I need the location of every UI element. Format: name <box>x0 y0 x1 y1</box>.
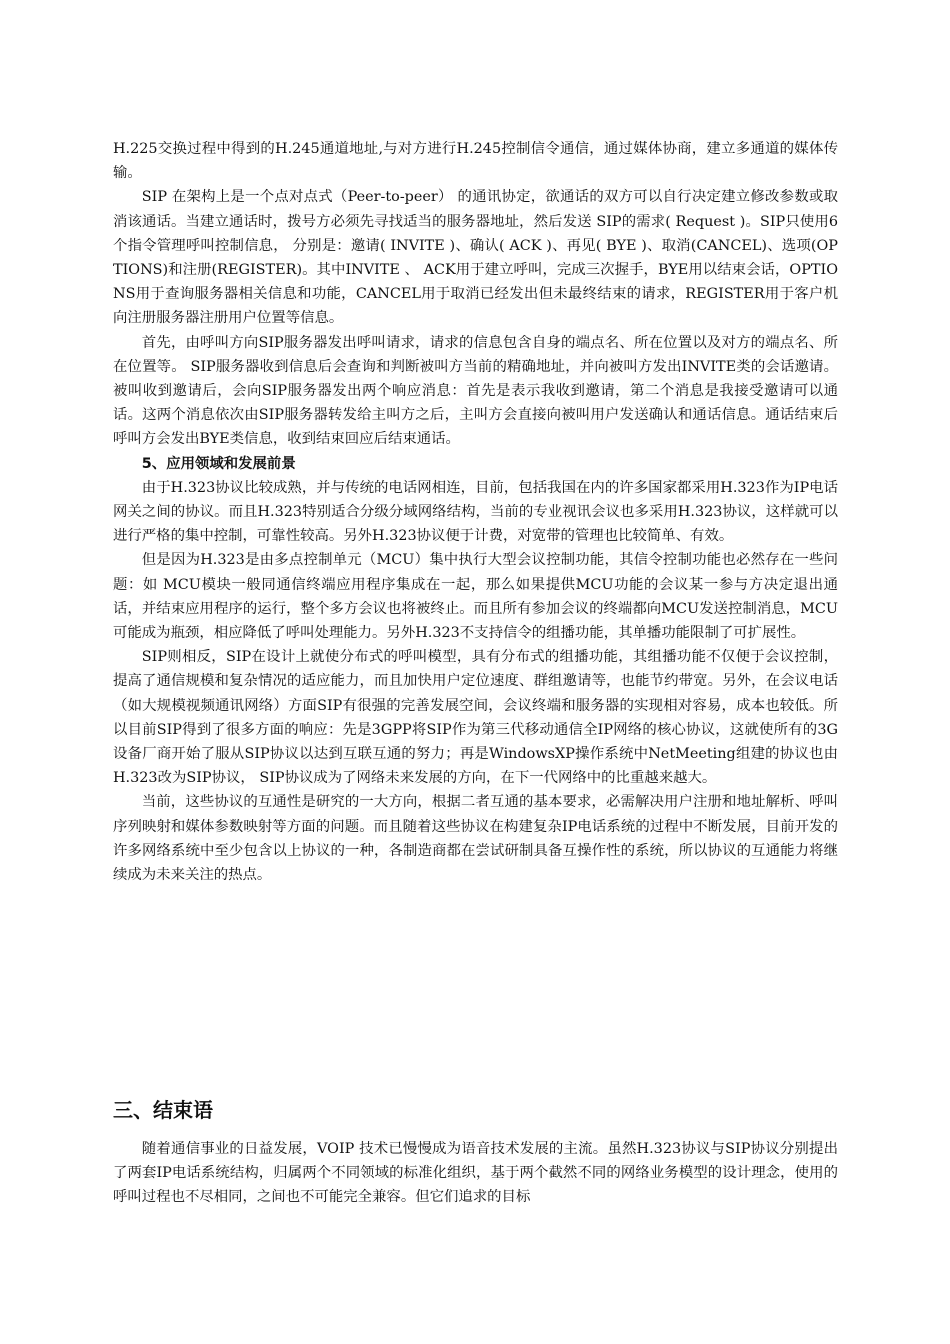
conclusion-body <box>113 1137 838 1210</box>
paragraph-sip-call-flow: 首先，由呼叫方向SIP服务器发出呼叫请求，请求的信息包含自身的端点名、所在位置以及对方的端点名、所在位置等。 SIP服务器收到信息后会查询和判断被叫方当前的精确地址，并向被叫方发出INVITE类的会话邀请。被叫收到邀请后，会向SIP服务器发出两个响应消息：首先是表示我收到邀请，第二个消息是我接受邀请可以通话。这两个消息依次由SIP服务器转发给主叫方之后，主叫方会直接向被叫用户发送确认和通话信息。通话结束后呼叫方会发出BYE类信息，收到结束回应后结束通话。 <box>113 334 838 448</box>
document-body <box>113 137 838 887</box>
paragraph-sip-architecture: SIP 在架构上是一个点对点式（Peer-to-peer） 的通讯协定，欲通话的双方可以自行决定建立修改参数或取消该通话。当建立通话时，拨号方必须先寻找适当的服务器地址，然后发送 SIP的需求( Request )。SIP只使用6个指令管理呼叫控制信息， 分别是：邀请( INVITE )、确认( ACK )、再见( BYE )、取消(CANCEL)、选项(OPTIONS)和注册(REGISTER)。其中INVITE 、 ACK用于建立呼叫，完成三次握手，BYE用以结束会话，OPTIONS用于查询服务器相关信息和功能，CANCEL用于取消已经发出但未最终结束的请求，REGISTER用于客户机向注册服务器注册用户位置等信息。 <box>113 189 838 327</box>
paragraph-sip-advantages: SIP则相反，SIP在设计上就使分布式的呼叫模型，具有分布式的组播功能，其组播功能不仅便于会议控制，提高了通信规模和复杂情况的适应能力，而且加快用户定位速度、群组邀请等，也能节约带宽。另外，在会议电话（如大规模视频通讯网络）方面SIP有很强的完善发展空间，会议终端和服务器的实现相对容易，成本也较低。所以目前SIP得到了很多方面的响应：先是3GPP将SIP作为第三代移动通信全IP网络的核心协议，这就使所有的3G设备厂商开始了服从SIP协议以达到互联互通的努力；再是WindowsXP操作系统中NetMeeting组建的协议也由H.323改为SIP协议， SIP协议成为了网络未来发展的方向，在下一代网络中的比重越来越大。 <box>113 649 838 787</box>
paragraph-h323-advantages: 由于H.323协议比较成熟，并与传统的电话网相连，目前，包括我国在内的许多国家都采用H.323作为IP电话网关之间的协议。而且H.323特别适合分级分域网络结构，当前的专业视讯会议也多采用H.323协议，这样就可以进行严格的集中控制，可靠性较高。另外H.323协议便于计费，对宽带的管理也比较简单、有效。 <box>113 479 838 545</box>
paragraph-interoperability: 当前，这些协议的互通性是研究的一大方向，根据二者互通的基本要求，必需解决用户注册和地址解析、呼叫序列映射和媒体参数映射等方面的问题。而且随着这些协议在构建复杂IP电话系统的过程中不断发展，目前开发的许多网络系统中至少包含以上协议的一种，各制造商都在尝试研制具备互操作性的系统，所以协议的互通能力将继续成为未来关注的热点。 <box>113 794 838 884</box>
section-heading-conclusion: 三、结束语 <box>113 1098 213 1122</box>
paragraph-conclusion: 随着通信事业的日益发展，VOIP 技术已慢慢成为语音技术发展的主流。虽然H.323协议与SIP协议分别提出了两套IP电话系统结构，归属两个不同领域的标准化组织，基于两个截然不同的网络业务模型的设计理念，使用的呼叫过程也不尽相同，之间也不可能完全兼容。但它们追求的目标 <box>113 1141 838 1206</box>
paragraph-h245-continuation: H.225交换过程中得到的H.245通道地址,与对方进行H.245控制信令通信，通过媒体协商，建立多通道的媒体传输。 <box>113 141 838 182</box>
subheading-applications: 5、应用领域和发展前景 <box>141 455 296 472</box>
paragraph-h323-issues: 但是因为H.323是由多点控制单元（MCU）集中执行大型会议控制功能，其信令控制功能也必然存在一些问题：如 MCU模块一般同通信终端应用程序集成在一起，那么如果提供MCU功能的会议某一参与方决定退出通话，并结束应用程序的运行，整个多方会议也将被终止。而且所有参加会议的终端都向MCU发送控制消息，MCU可能成为瓶颈，相应降低了呼叫处理能力。另外H.323不支持信令的组播功能，其单播功能限制了可扩展性。 <box>113 552 838 642</box>
